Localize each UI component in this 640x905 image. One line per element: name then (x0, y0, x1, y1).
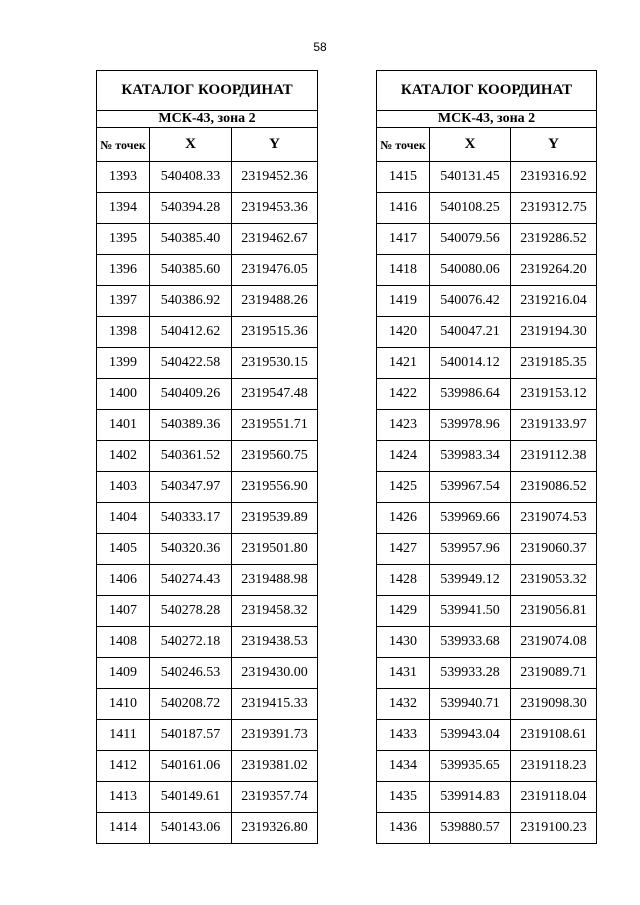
point-number-cell: 1422 (377, 379, 430, 410)
y-coordinate-cell: 2319194.30 (511, 317, 597, 348)
point-number-cell: 1436 (377, 813, 430, 844)
catalog-title: КАТАЛОГ КООРДИНАТ (377, 71, 597, 111)
x-coordinate-cell: 539943.04 (430, 720, 511, 751)
table-row (97, 255, 318, 286)
x-coordinate-cell: 539967.54 (430, 472, 511, 503)
point-number-cell: 1416 (377, 193, 430, 224)
table-row (97, 813, 318, 844)
x-coordinate-cell: 540149.61 (150, 782, 232, 813)
y-coordinate-cell: 2319415.33 (232, 689, 318, 720)
point-number-cell: 1434 (377, 751, 430, 782)
point-number-cell: 1409 (97, 658, 150, 689)
table-row (97, 720, 318, 751)
table-row (377, 348, 597, 379)
x-coordinate-cell: 540278.28 (150, 596, 232, 627)
x-coordinate-cell: 539935.65 (430, 751, 511, 782)
table-row (377, 720, 597, 751)
table-row (377, 565, 597, 596)
x-coordinate-cell: 540422.58 (150, 348, 232, 379)
point-number-cell: 1394 (97, 193, 150, 224)
point-number-cell: 1430 (377, 627, 430, 658)
point-number-cell: 1404 (97, 503, 150, 534)
table-row (97, 193, 318, 224)
table-row (377, 286, 597, 317)
point-number-cell: 1432 (377, 689, 430, 720)
x-coordinate-cell: 540079.56 (430, 224, 511, 255)
y-coordinate-cell: 2319391.73 (232, 720, 318, 751)
y-coordinate-cell: 2319326.80 (232, 813, 318, 844)
y-coordinate-cell: 2319074.08 (511, 627, 597, 658)
y-coordinate-cell: 2319286.52 (511, 224, 597, 255)
table-row (377, 255, 597, 286)
table-row (97, 410, 318, 441)
x-coordinate-cell: 539940.71 (430, 689, 511, 720)
y-coordinate-cell: 2319185.35 (511, 348, 597, 379)
x-coordinate-cell: 540161.06 (150, 751, 232, 782)
point-number-cell: 1403 (97, 472, 150, 503)
y-coordinate-cell: 2319112.38 (511, 441, 597, 472)
y-coordinate-cell: 2319153.12 (511, 379, 597, 410)
y-coordinate-cell: 2319357.74 (232, 782, 318, 813)
point-number-cell: 1410 (97, 689, 150, 720)
x-coordinate-cell: 539933.68 (430, 627, 511, 658)
catalog-subtitle: МСК-43, зона 2 (377, 111, 597, 128)
point-number-cell: 1395 (97, 224, 150, 255)
y-coordinate-cell: 2319216.04 (511, 286, 597, 317)
table-row (97, 596, 318, 627)
table-row (377, 224, 597, 255)
point-number-cell: 1402 (97, 441, 150, 472)
catalog-subtitle: МСК-43, зона 2 (97, 111, 318, 128)
table-row (377, 627, 597, 658)
point-number-cell: 1396 (97, 255, 150, 286)
x-coordinate-cell: 540394.28 (150, 193, 232, 224)
x-coordinate-cell: 539914.83 (430, 782, 511, 813)
point-number-cell: 1397 (97, 286, 150, 317)
coordinate-catalog-right (376, 70, 597, 844)
y-coordinate-cell: 2319452.36 (232, 162, 318, 193)
y-coordinate-cell: 2319488.26 (232, 286, 318, 317)
point-number-cell: 1407 (97, 596, 150, 627)
table-row (97, 472, 318, 503)
table-row (97, 534, 318, 565)
col-header-x: X (430, 128, 511, 162)
point-number-cell: 1414 (97, 813, 150, 844)
x-coordinate-cell: 539983.34 (430, 441, 511, 472)
table-row (377, 472, 597, 503)
y-coordinate-cell: 2319381.02 (232, 751, 318, 782)
catalog-body-right (377, 71, 597, 844)
y-coordinate-cell: 2319264.20 (511, 255, 597, 286)
table-row (97, 286, 318, 317)
y-coordinate-cell: 2319133.97 (511, 410, 597, 441)
x-coordinate-cell: 540131.45 (430, 162, 511, 193)
x-coordinate-cell: 540333.17 (150, 503, 232, 534)
table-row (377, 658, 597, 689)
point-number-cell: 1433 (377, 720, 430, 751)
table-row (97, 689, 318, 720)
x-coordinate-cell: 539957.96 (430, 534, 511, 565)
col-header-point-number: № точек (97, 128, 150, 162)
table-row (377, 534, 597, 565)
table-row (377, 813, 597, 844)
table-row (377, 193, 597, 224)
y-coordinate-cell: 2319438.53 (232, 627, 318, 658)
page-number: 58 (313, 40, 327, 54)
point-number-cell: 1417 (377, 224, 430, 255)
y-coordinate-cell: 2319488.98 (232, 565, 318, 596)
y-coordinate-cell: 2319053.32 (511, 565, 597, 596)
table-row (377, 410, 597, 441)
table-row (97, 317, 318, 348)
point-number-cell: 1431 (377, 658, 430, 689)
y-coordinate-cell: 2319515.36 (232, 317, 318, 348)
x-coordinate-cell: 540320.36 (150, 534, 232, 565)
y-coordinate-cell: 2319098.30 (511, 689, 597, 720)
point-number-cell: 1423 (377, 410, 430, 441)
table-row (377, 317, 597, 348)
y-coordinate-cell: 2319056.81 (511, 596, 597, 627)
x-coordinate-cell: 539949.12 (430, 565, 511, 596)
y-coordinate-cell: 2319453.36 (232, 193, 318, 224)
point-number-cell: 1413 (97, 782, 150, 813)
table-row (377, 596, 597, 627)
point-number-cell: 1405 (97, 534, 150, 565)
x-coordinate-cell: 540409.26 (150, 379, 232, 410)
y-coordinate-cell: 2319530.15 (232, 348, 318, 379)
y-coordinate-cell: 2319501.80 (232, 534, 318, 565)
x-coordinate-cell: 539978.96 (430, 410, 511, 441)
x-coordinate-cell: 540389.36 (150, 410, 232, 441)
point-number-cell: 1401 (97, 410, 150, 441)
table-row (97, 503, 318, 534)
table-row (97, 751, 318, 782)
table-row (97, 782, 318, 813)
point-number-cell: 1427 (377, 534, 430, 565)
x-coordinate-cell: 539986.64 (430, 379, 511, 410)
table-row (377, 162, 597, 193)
table-row (97, 224, 318, 255)
y-coordinate-cell: 2319551.71 (232, 410, 318, 441)
point-number-cell: 1424 (377, 441, 430, 472)
point-number-cell: 1429 (377, 596, 430, 627)
y-coordinate-cell: 2319458.32 (232, 596, 318, 627)
table-row (377, 503, 597, 534)
table-row (97, 348, 318, 379)
y-coordinate-cell: 2319089.71 (511, 658, 597, 689)
point-number-cell: 1420 (377, 317, 430, 348)
point-number-cell: 1419 (377, 286, 430, 317)
table-row (97, 441, 318, 472)
y-coordinate-cell: 2319476.05 (232, 255, 318, 286)
y-coordinate-cell: 2319312.75 (511, 193, 597, 224)
x-coordinate-cell: 539880.57 (430, 813, 511, 844)
y-coordinate-cell: 2319118.23 (511, 751, 597, 782)
x-coordinate-cell: 540014.12 (430, 348, 511, 379)
x-coordinate-cell: 540143.06 (150, 813, 232, 844)
x-coordinate-cell: 539969.66 (430, 503, 511, 534)
x-coordinate-cell: 540347.97 (150, 472, 232, 503)
y-coordinate-cell: 2319556.90 (232, 472, 318, 503)
x-coordinate-cell: 540272.18 (150, 627, 232, 658)
y-coordinate-cell: 2319539.89 (232, 503, 318, 534)
x-coordinate-cell: 540047.21 (430, 317, 511, 348)
table-row (377, 751, 597, 782)
catalog-title: КАТАЛОГ КООРДИНАТ (97, 71, 318, 111)
point-number-cell: 1421 (377, 348, 430, 379)
x-coordinate-cell: 540076.42 (430, 286, 511, 317)
x-coordinate-cell: 540408.33 (150, 162, 232, 193)
point-number-cell: 1428 (377, 565, 430, 596)
x-coordinate-cell: 540208.72 (150, 689, 232, 720)
table-row (97, 379, 318, 410)
x-coordinate-cell: 539933.28 (430, 658, 511, 689)
point-number-cell: 1415 (377, 162, 430, 193)
table-row (377, 379, 597, 410)
point-number-cell: 1418 (377, 255, 430, 286)
y-coordinate-cell: 2319560.75 (232, 441, 318, 472)
x-coordinate-cell: 540246.53 (150, 658, 232, 689)
x-coordinate-cell: 540412.62 (150, 317, 232, 348)
coordinate-catalog-left (96, 70, 318, 844)
x-coordinate-cell: 540080.06 (430, 255, 511, 286)
y-coordinate-cell: 2319316.92 (511, 162, 597, 193)
point-number-cell: 1399 (97, 348, 150, 379)
table-row (377, 782, 597, 813)
x-coordinate-cell: 540385.40 (150, 224, 232, 255)
catalog-body-left (97, 71, 318, 844)
y-coordinate-cell: 2319086.52 (511, 472, 597, 503)
point-number-cell: 1398 (97, 317, 150, 348)
y-coordinate-cell: 2319118.04 (511, 782, 597, 813)
col-header-y: Y (232, 128, 318, 162)
table-row (377, 441, 597, 472)
table-row (377, 689, 597, 720)
point-number-cell: 1406 (97, 565, 150, 596)
x-coordinate-cell: 540385.60 (150, 255, 232, 286)
point-number-cell: 1400 (97, 379, 150, 410)
y-coordinate-cell: 2319430.00 (232, 658, 318, 689)
x-coordinate-cell: 540361.52 (150, 441, 232, 472)
y-coordinate-cell: 2319462.67 (232, 224, 318, 255)
y-coordinate-cell: 2319100.23 (511, 813, 597, 844)
point-number-cell: 1408 (97, 627, 150, 658)
point-number-cell: 1412 (97, 751, 150, 782)
col-header-y: Y (511, 128, 597, 162)
x-coordinate-cell: 539941.50 (430, 596, 511, 627)
y-coordinate-cell: 2319074.53 (511, 503, 597, 534)
point-number-cell: 1426 (377, 503, 430, 534)
x-coordinate-cell: 540108.25 (430, 193, 511, 224)
table-row (97, 565, 318, 596)
x-coordinate-cell: 540274.43 (150, 565, 232, 596)
point-number-cell: 1411 (97, 720, 150, 751)
point-number-cell: 1393 (97, 162, 150, 193)
col-header-point-number: № точек (377, 128, 430, 162)
y-coordinate-cell: 2319060.37 (511, 534, 597, 565)
point-number-cell: 1435 (377, 782, 430, 813)
table-row (97, 658, 318, 689)
table-row (97, 627, 318, 658)
x-coordinate-cell: 540386.92 (150, 286, 232, 317)
y-coordinate-cell: 2319108.61 (511, 720, 597, 751)
col-header-x: X (150, 128, 232, 162)
x-coordinate-cell: 540187.57 (150, 720, 232, 751)
table-row (97, 162, 318, 193)
y-coordinate-cell: 2319547.48 (232, 379, 318, 410)
point-number-cell: 1425 (377, 472, 430, 503)
